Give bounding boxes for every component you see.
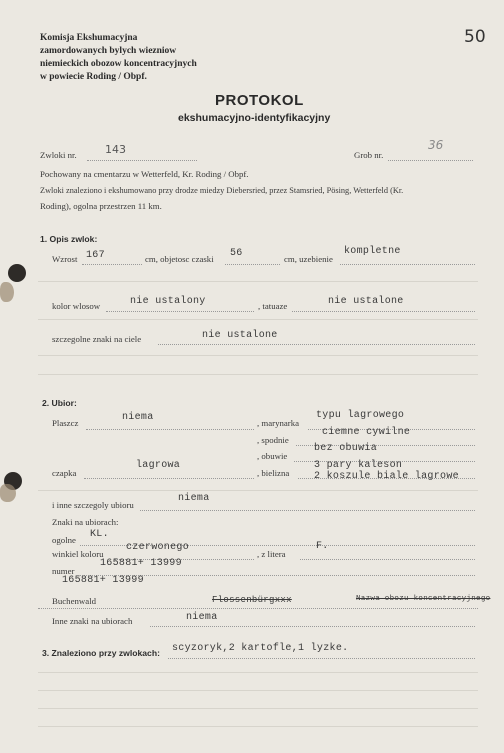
buchenwald-mid-struck: Flossenbürgxxx	[212, 595, 292, 605]
znaki-value: nie ustalone	[202, 330, 278, 341]
ogolne-value: KL.	[90, 529, 109, 540]
inne-znaki-label: Inne znaki na ubiorach	[52, 616, 133, 626]
buried-text: Pochowany na cmentarzu w Wetterfeld, Kr. Roding / Obpf.	[40, 169, 249, 179]
blank-line-5	[38, 490, 478, 491]
section-ubior-heading: 2. Ubior:	[42, 398, 77, 408]
numer-label: numer	[52, 566, 75, 576]
found-text-2: Roding), ogolna przestrzen 11 km.	[40, 201, 162, 211]
obuwie-value: bez obuwia	[314, 443, 378, 454]
inne-line	[140, 510, 475, 511]
litera-line	[300, 559, 475, 560]
litera-value: F.	[316, 541, 329, 552]
stain-bottom	[0, 484, 16, 502]
bielizna-value-2: 2 koszule biale lagrowe	[314, 471, 459, 482]
cm2-label: cm, uzebienie	[284, 254, 333, 264]
czapka-line	[84, 478, 254, 479]
section-opis-heading: 1. Opis zwlok:	[40, 234, 98, 244]
inne-value: niema	[178, 493, 210, 504]
page-subtitle: ekshumacyjno-identyfikacyjny	[178, 112, 331, 124]
blank-line-4	[38, 374, 478, 375]
numer-extra-value: 165881+ 13999	[62, 575, 144, 586]
bielizna-value-1: 3 pary kaleson	[314, 460, 403, 471]
kolor-line	[106, 311, 254, 312]
czapka-value: lagrowa	[136, 460, 181, 471]
uzebienie-value: kompletne	[344, 246, 401, 257]
stain-top	[0, 282, 14, 302]
obuwie-label: , obuwie	[257, 451, 288, 461]
tatuaze-value: nie ustalone	[328, 296, 404, 307]
wzrost-label: Wzrost	[52, 254, 78, 264]
ogolne-label: ogolne	[52, 535, 76, 545]
org-line-2: zamordowanych bylych wiezniow	[40, 46, 177, 56]
znaleziono-line	[168, 658, 475, 659]
czaszka-line	[225, 264, 280, 265]
blank-line-7	[38, 690, 478, 691]
znaki-line	[158, 344, 475, 345]
kolor-label: kolor wlosow	[52, 301, 101, 311]
wzrost-value: 167	[86, 250, 105, 261]
section-znaleziono-heading: 3. Znaleziono przy zwlokach:	[42, 648, 160, 658]
spodnie-label: , spodnie	[257, 435, 289, 445]
znaleziono-value: scyzoryk,2 kartofle,1 lyzke.	[172, 643, 349, 654]
zwloki-line	[87, 160, 197, 161]
plaszcz-value: niema	[122, 412, 154, 423]
spodnie-value: ciemne cywilne	[322, 427, 411, 438]
znaki-label: szczegolne znaki na ciele	[52, 334, 142, 344]
cm1-label: cm, objetosc czaski	[145, 254, 214, 264]
page-title: PROTOKOL	[215, 92, 304, 109]
blank-line-1	[38, 281, 478, 282]
numer-value: 165881+ 13999	[100, 558, 182, 569]
zwloki-value: 143	[105, 143, 126, 156]
buchenwald-line	[38, 608, 478, 609]
blank-line-8	[38, 708, 478, 709]
org-line-3: niemieckich obozow koncentracyjnych	[40, 59, 197, 69]
org-line-4: w powiecie Roding / Obpf.	[40, 72, 147, 82]
kolor-value: nie ustalony	[130, 296, 206, 307]
marynarka-value: typu lagrowego	[316, 410, 405, 421]
blank-line-6	[38, 672, 478, 673]
blank-line-2	[38, 319, 478, 320]
inne-label: i inne szczegoly ubioru	[52, 500, 134, 510]
winkiel-value: czerwonego	[126, 542, 190, 553]
inne-znaki-line	[150, 626, 475, 627]
tatuaze-label: , tatuaze	[258, 301, 288, 311]
blank-line-9	[38, 726, 478, 727]
buchenwald-label: Buchenwald	[52, 596, 96, 606]
org-line-1: Komisja Ekshumacyjna	[40, 33, 138, 43]
marynarka-label: , marynarka	[257, 418, 300, 428]
bielizna-label: , bielizna	[257, 468, 290, 478]
zwloki-label: Zwloki nr.	[40, 150, 77, 160]
uzebienie-line	[340, 264, 475, 265]
grob-label: Grob nr.	[354, 150, 384, 160]
grob-line	[388, 160, 473, 161]
page-number: 50	[464, 27, 486, 47]
blank-line-3	[38, 355, 478, 356]
czapka-label: czapka	[52, 468, 77, 478]
buchenwald-right-struck: Nazwa obozu koncentracyjnego	[356, 595, 491, 603]
plaszcz-line	[86, 429, 254, 430]
plaszcz-label: Plaszcz	[52, 418, 79, 428]
winkiel-label: winkiel koloru	[52, 549, 104, 559]
wzrost-line	[82, 264, 142, 265]
grob-value: 36	[428, 138, 444, 152]
znaki-ubior-heading: Znaki na ubiorach:	[52, 517, 119, 527]
punch-hole-top	[8, 264, 26, 282]
inne-znaki-value: niema	[186, 612, 218, 623]
litera-label: , z litera	[257, 549, 286, 559]
czaszka-value: 56	[230, 248, 243, 259]
found-text-1: Zwloki znaleziono i ekshumowano przy drodze miedzy Diebersried, przez Stamsried, Pösing, Wetterfeld (Kr.	[40, 186, 404, 195]
tatuaze-line	[292, 311, 475, 312]
